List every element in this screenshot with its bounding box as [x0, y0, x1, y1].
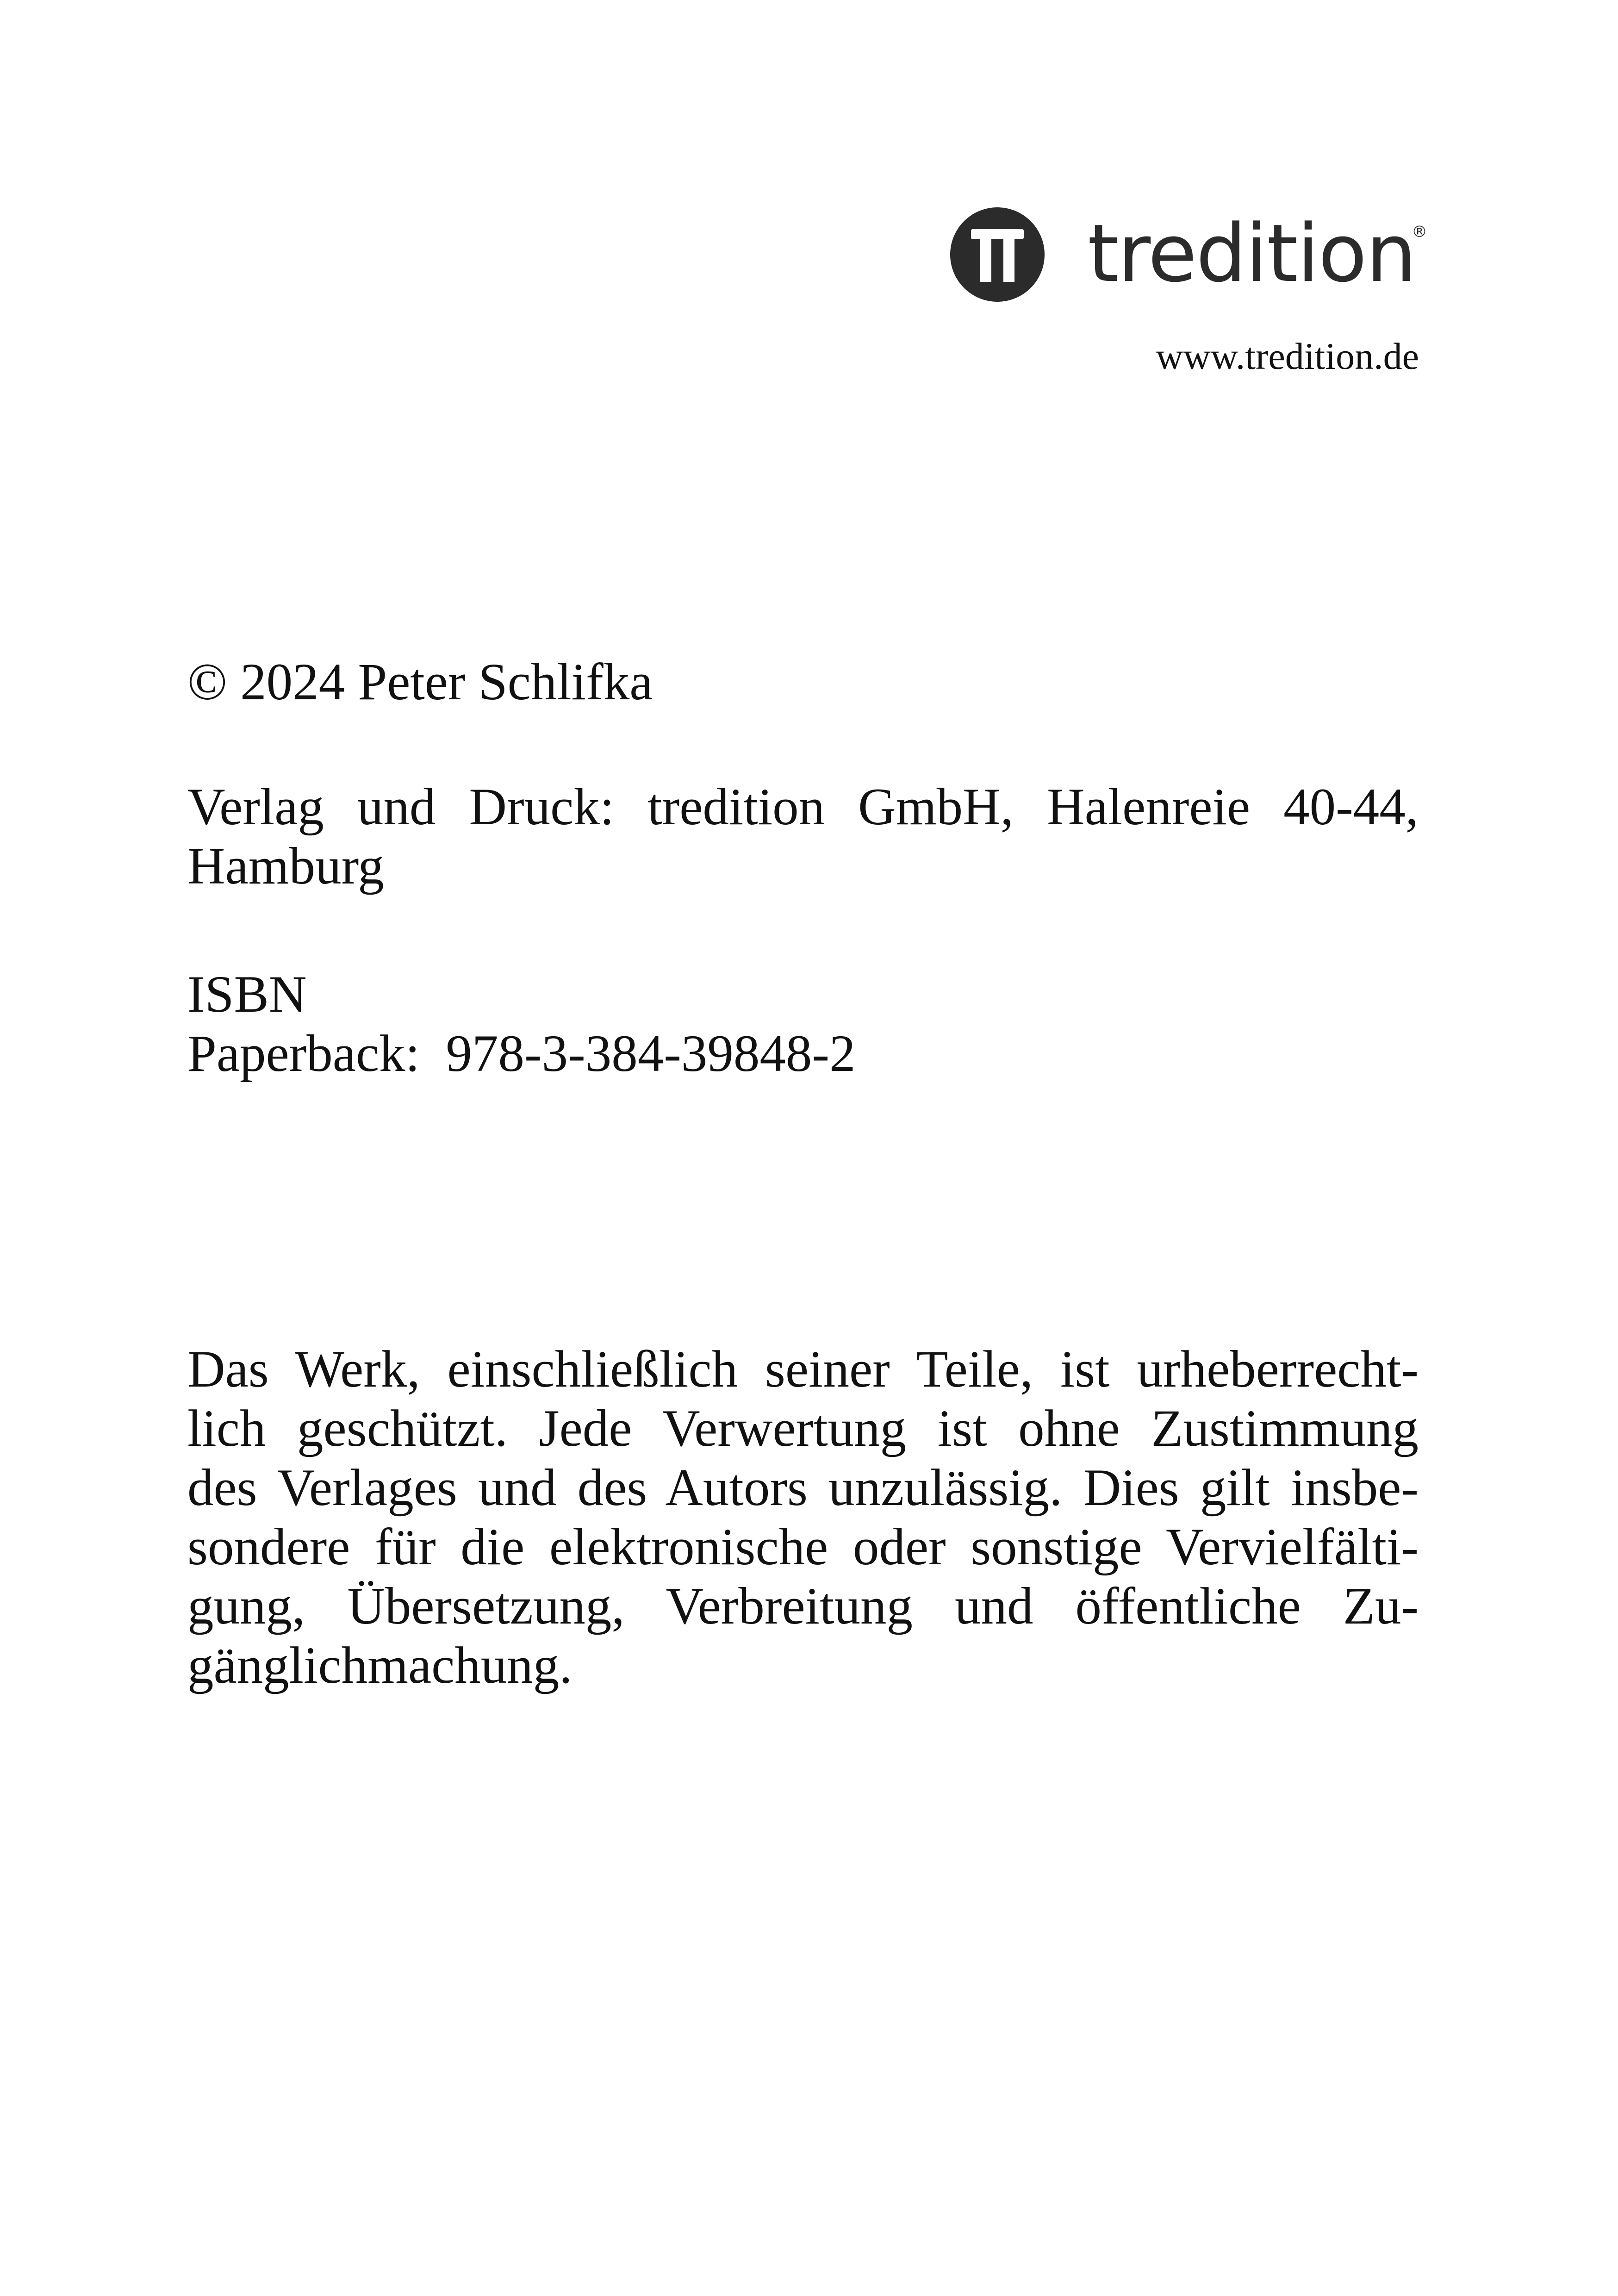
publisher-website: www.tredition.de: [1156, 335, 1419, 377]
registered-mark: ®: [1412, 223, 1427, 241]
publisher-info: [187, 778, 1419, 896]
publisher-line-1: Verlag und Druck: tredition GmbH, Halenreie 40-44,: [187, 778, 1419, 836]
copyright-legal-paragraph: [187, 1340, 1419, 1695]
legal-line: des Verlages und des Autors unzulässig. Dies gilt insbe-: [187, 1459, 1419, 1517]
isbn-label: ISBN: [187, 965, 307, 1023]
legal-line: Das Werk, einschließlich seiner Teile, ist urheberrecht-: [187, 1340, 1419, 1398]
copyright-notice: [187, 653, 1419, 712]
legal-line: lich geschützt. Jede Verwertung ist ohne Zustimmung: [187, 1400, 1419, 1457]
legal-line: gänglichmachung.: [187, 1636, 573, 1694]
publisher-line-2: Hamburg: [187, 837, 384, 895]
isbn-paperback: Paperback: 978-3-384-39848-2: [187, 1025, 856, 1083]
legal-line: gung, Übersetzung, Verbreitung und öffentliche Zu-: [187, 1577, 1419, 1635]
legal-line: sondere für die elektronische oder sonstige Vervielfälti-: [187, 1518, 1419, 1576]
tredition-logo: [949, 206, 1427, 303]
copyright-line: © 2024 Peter Schlifka: [187, 653, 653, 711]
tredition-logo-icon: [949, 206, 1046, 303]
isbn-block: [187, 965, 1419, 1083]
logo-wordmark: tredition: [1088, 207, 1416, 300]
